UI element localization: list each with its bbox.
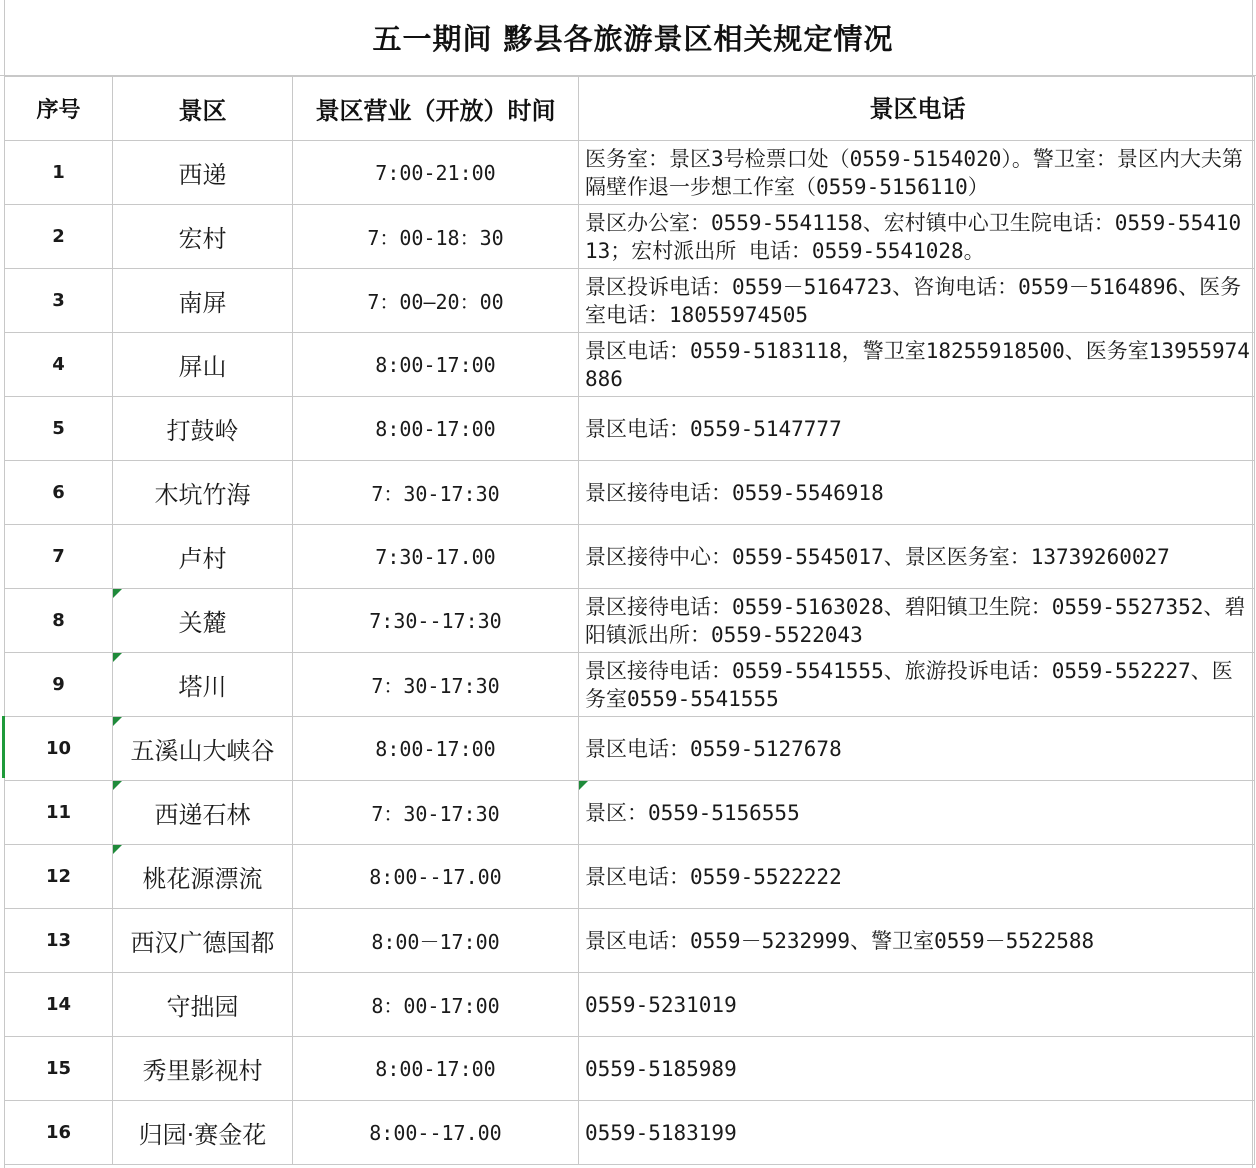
scenic-area-table xyxy=(4,76,1255,1165)
header-no[interactable]: 序号 xyxy=(5,77,113,141)
error-indicator-icon xyxy=(113,653,122,662)
cell-phone-text: 景区接待电话：0559-5541555、旅游投诉电话：0559-552227、医务室0559-5541555 xyxy=(585,658,1233,711)
table-row xyxy=(5,781,1255,845)
cell-name-text: 西递 xyxy=(178,161,227,189)
table-row xyxy=(5,333,1255,397)
table-row xyxy=(5,1037,1255,1101)
cell-no[interactable]: 2 xyxy=(5,205,113,269)
cell-phone-text: 景区电话：0559-5183118，警卫室18255918500、医务室13955974886 xyxy=(585,338,1250,391)
cell-time[interactable]: 7:30-17.00 xyxy=(293,525,579,589)
cell-no[interactable]: 1 xyxy=(5,141,113,205)
cell-name[interactable] xyxy=(113,973,293,1037)
cell-name-text: 塔川 xyxy=(178,673,227,701)
table-row xyxy=(5,653,1255,717)
cell-phone[interactable] xyxy=(579,141,1255,205)
cell-phone[interactable] xyxy=(579,909,1255,973)
title-cell[interactable] xyxy=(0,0,1256,76)
table-row xyxy=(5,1101,1255,1165)
cell-name-text: 南屏 xyxy=(178,289,227,317)
cell-name-text: 秀里影视村 xyxy=(142,1057,263,1085)
cell-no[interactable]: 9 xyxy=(5,653,113,717)
header-row xyxy=(5,77,1255,141)
cell-phone-text: 0559-5183199 xyxy=(585,1120,737,1145)
cell-phone-text: 景区电话：0559－5232999、警卫室0559－5522588 xyxy=(585,928,1095,953)
cell-time[interactable]: 8:00-17:00 xyxy=(293,333,579,397)
cell-phone-text: 景区投诉电话：0559－5164723、咨询电话：0559－5164896、医务室电话：18055974505 xyxy=(585,274,1242,327)
cell-name[interactable] xyxy=(113,141,293,205)
cell-name-text: 木坑竹海 xyxy=(154,481,251,509)
cell-no[interactable]: 13 xyxy=(5,909,113,973)
cell-no[interactable]: 11 xyxy=(5,781,113,845)
cell-name-text: 西汉广德国都 xyxy=(130,929,275,957)
cell-name[interactable] xyxy=(113,909,293,973)
cell-phone[interactable] xyxy=(579,269,1255,333)
page-title: 五一期间 黟县各旅游景区相关规定情况 xyxy=(372,22,894,56)
cell-phone-text: 景区：0559-5156555 xyxy=(585,800,800,825)
cell-phone[interactable] xyxy=(579,397,1255,461)
row-selection-indicator xyxy=(2,716,5,778)
cell-time[interactable]: 7:00-21:00 xyxy=(293,141,579,205)
cell-name-text: 卢村 xyxy=(178,545,227,573)
cell-time[interactable]: 8:00-17:00 xyxy=(293,1037,579,1101)
cell-phone[interactable] xyxy=(579,589,1255,653)
table-row xyxy=(5,909,1255,973)
table-row xyxy=(5,589,1255,653)
cell-time[interactable]: 7：00-18：30 xyxy=(293,205,579,269)
cell-phone[interactable] xyxy=(579,973,1255,1037)
cell-time[interactable]: 7:30--17:30 xyxy=(293,589,579,653)
cell-no[interactable]: 10 xyxy=(5,717,113,781)
cell-phone-text: 0559-5185989 xyxy=(585,1056,737,1081)
table-row xyxy=(5,973,1255,1037)
cell-time[interactable]: 8:00－17:00 xyxy=(293,909,579,973)
cell-no[interactable]: 6 xyxy=(5,461,113,525)
cell-time[interactable]: 8：00-17:00 xyxy=(293,973,579,1037)
cell-phone[interactable] xyxy=(579,845,1255,909)
cell-phone-text: 景区电话：0559-5127678 xyxy=(585,736,842,761)
cell-name-text: 桃花源漂流 xyxy=(142,865,263,893)
cell-phone-text: 0559-5231019 xyxy=(585,992,737,1017)
cell-name[interactable] xyxy=(113,205,293,269)
cell-phone[interactable] xyxy=(579,333,1255,397)
error-indicator-icon xyxy=(113,589,122,598)
cell-name-text: 五溪山大峡谷 xyxy=(130,737,275,765)
header-phone[interactable]: 景区电话 xyxy=(579,77,1255,141)
cell-name[interactable] xyxy=(113,269,293,333)
error-indicator-icon xyxy=(113,845,122,854)
cell-name[interactable] xyxy=(113,653,293,717)
cell-time[interactable]: 8:00-17:00 xyxy=(293,397,579,461)
table-row xyxy=(5,141,1255,205)
cell-time[interactable]: 7：30-17:30 xyxy=(293,653,579,717)
table-row xyxy=(5,205,1255,269)
cell-name[interactable] xyxy=(113,845,293,909)
cell-time[interactable]: 8:00--17.00 xyxy=(293,1101,579,1165)
cell-no[interactable]: 3 xyxy=(5,269,113,333)
cell-phone-text: 医务室：景区3号检票口处（0559-5154020）。警卫室：景区内大夫第隔壁作退一步想工作室（0559-5156110） xyxy=(585,146,1243,199)
cell-phone[interactable] xyxy=(579,461,1255,525)
cell-name[interactable] xyxy=(113,333,293,397)
table-row xyxy=(5,717,1255,781)
cell-phone[interactable] xyxy=(579,717,1255,781)
table-row xyxy=(5,525,1255,589)
header-time[interactable]: 景区营业（开放）时间 xyxy=(293,77,579,141)
cell-phone[interactable] xyxy=(579,205,1255,269)
error-indicator-icon xyxy=(113,781,122,790)
cell-name[interactable] xyxy=(113,397,293,461)
cell-time[interactable]: 8:00--17.00 xyxy=(293,845,579,909)
cell-no[interactable]: 5 xyxy=(5,397,113,461)
cell-name-text: 归园·赛金花 xyxy=(138,1121,267,1149)
cell-phone-text: 景区电话：0559-5147777 xyxy=(585,416,842,441)
cell-phone-text: 景区办公室：0559-5541158、宏村镇中心卫生院电话：0559-5541013；宏村派出所 电话：0559-5541028。 xyxy=(585,210,1242,263)
cell-time[interactable]: 8:00-17:00 xyxy=(293,717,579,781)
cell-no[interactable]: 4 xyxy=(5,333,113,397)
table-body xyxy=(5,141,1255,1165)
cell-no[interactable]: 14 xyxy=(5,973,113,1037)
cell-name-text: 关麓 xyxy=(178,609,227,637)
error-indicator-icon xyxy=(579,781,588,790)
cell-no[interactable]: 12 xyxy=(5,845,113,909)
cell-phone-text: 景区接待中心：0559-5545017、景区医务室：13739260027 xyxy=(585,544,1170,569)
cell-name-text: 打鼓岭 xyxy=(166,417,239,445)
header-name[interactable]: 景区 xyxy=(113,77,293,141)
cell-name[interactable] xyxy=(113,1037,293,1101)
cell-time[interactable]: 7：30-17:30 xyxy=(293,781,579,845)
cell-phone[interactable] xyxy=(579,781,1255,845)
cell-phone-text: 景区接待电话：0559-5163028、碧阳镇卫生院：0559-5527352、碧阳镇派出所：0559-5522043 xyxy=(585,594,1246,647)
cell-phone[interactable] xyxy=(579,1101,1255,1165)
cell-no[interactable]: 16 xyxy=(5,1101,113,1165)
cell-name[interactable] xyxy=(113,461,293,525)
table-row xyxy=(5,845,1255,909)
cell-name[interactable] xyxy=(113,589,293,653)
cell-time[interactable]: 7：00—20：00 xyxy=(293,269,579,333)
cell-name-text: 屏山 xyxy=(178,353,227,381)
cell-time[interactable]: 7：30-17:30 xyxy=(293,461,579,525)
cell-phone[interactable] xyxy=(579,653,1255,717)
cell-no[interactable]: 15 xyxy=(5,1037,113,1101)
cell-phone[interactable] xyxy=(579,525,1255,589)
cell-name[interactable] xyxy=(113,525,293,589)
table-row xyxy=(5,269,1255,333)
cell-name[interactable] xyxy=(113,781,293,845)
cell-phone-text: 景区电话：0559-5522222 xyxy=(585,864,842,889)
table-row xyxy=(5,461,1255,525)
cell-phone-text: 景区接待电话：0559-5546918 xyxy=(585,480,884,505)
cell-name-text: 守拙园 xyxy=(166,993,239,1021)
cell-name[interactable] xyxy=(113,717,293,781)
cell-name-text: 西递石林 xyxy=(154,801,251,829)
table-row xyxy=(5,397,1255,461)
cell-no[interactable]: 7 xyxy=(5,525,113,589)
cell-phone[interactable] xyxy=(579,1037,1255,1101)
cell-name-text: 宏村 xyxy=(178,225,227,253)
cell-name[interactable] xyxy=(113,1101,293,1165)
cell-no[interactable]: 8 xyxy=(5,589,113,653)
error-indicator-icon xyxy=(113,717,122,726)
